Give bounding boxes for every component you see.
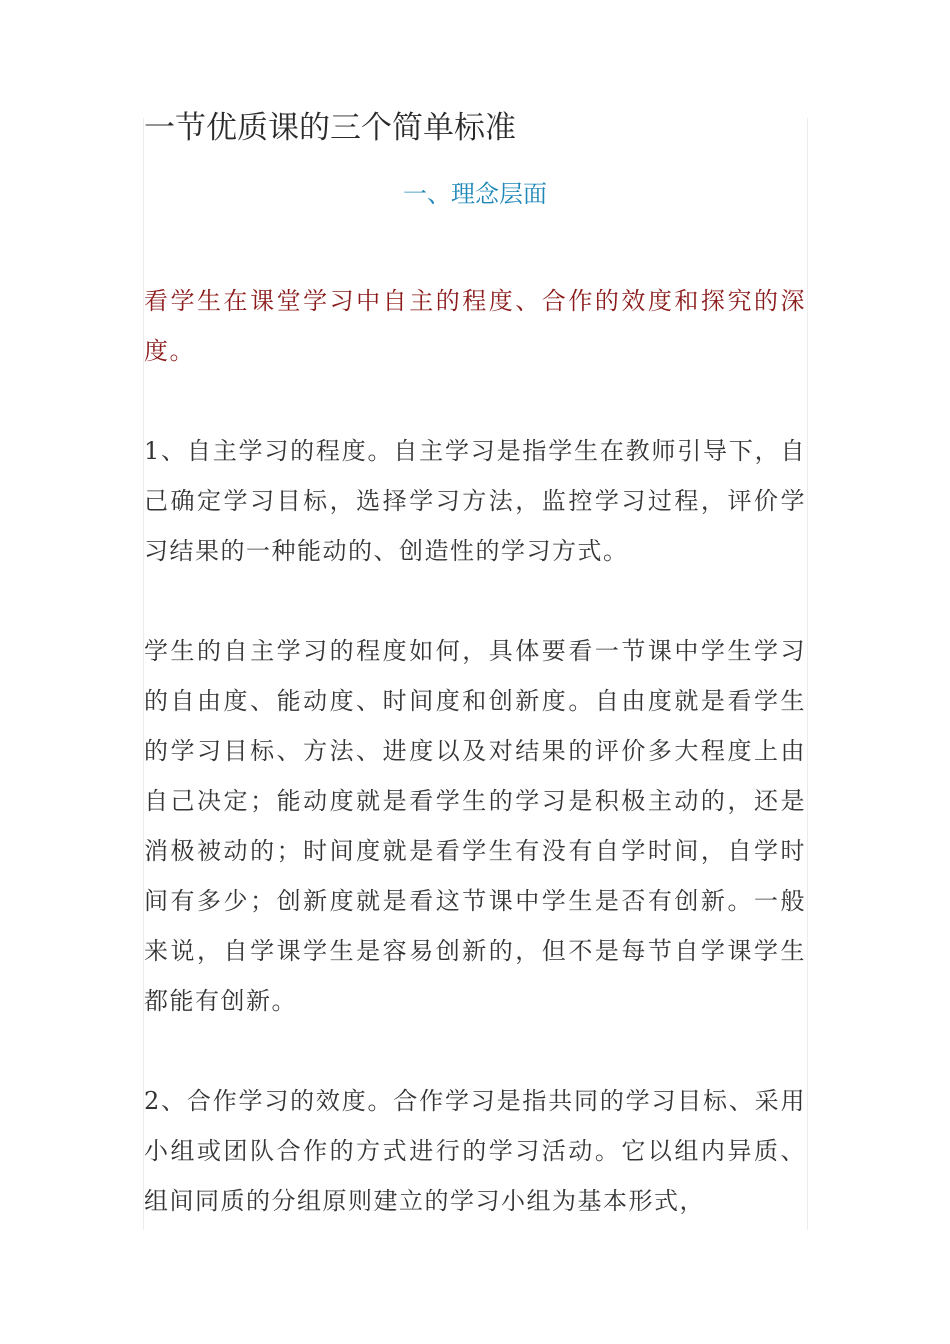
page-border-right (807, 118, 808, 1230)
body-paragraph-3: 2、合作学习的效度。合作学习是指共同的学习目标、采用小组或团队合作的方式进行的学习活动。它以组内异质、组间同质的分组原则建立的学习小组为基本形式， (144, 1087, 806, 1215)
body-paragraph-2: 学生的自主学习的程度如何，具体要看一节课中学生学习的自由度、能动度、时间度和创新度。自由度就是看学生的学习目标、方法、进度以及对结果的评价多大程度上由自己决定；能动度就是看学生的学习是积极主动的，还是消极被动的；时间度就是看学生有没有自学时间，自学时间有多少；创新度就是看这节课中学生是否有创新。一般来说，自学课学生是容易创新的，但不是每节自学课学生都能有创新。 (144, 637, 806, 1015)
lead-paragraph: 看学生在课堂学习中自主的程度、合作的效度和探究的深度。 (144, 287, 806, 365)
section-heading: 一、理念层面 (403, 180, 547, 208)
body-paragraph-1: 1、自主学习的程度。自主学习是指学生在教师引导下，自己确定学习目标，选择学习方法，监控学习过程，评价学习结果的一种能动的、创造性的学习方式。 (144, 437, 806, 565)
document-content (144, 106, 806, 1226)
document-title: 一节优质课的三个简单标准 (144, 110, 516, 146)
